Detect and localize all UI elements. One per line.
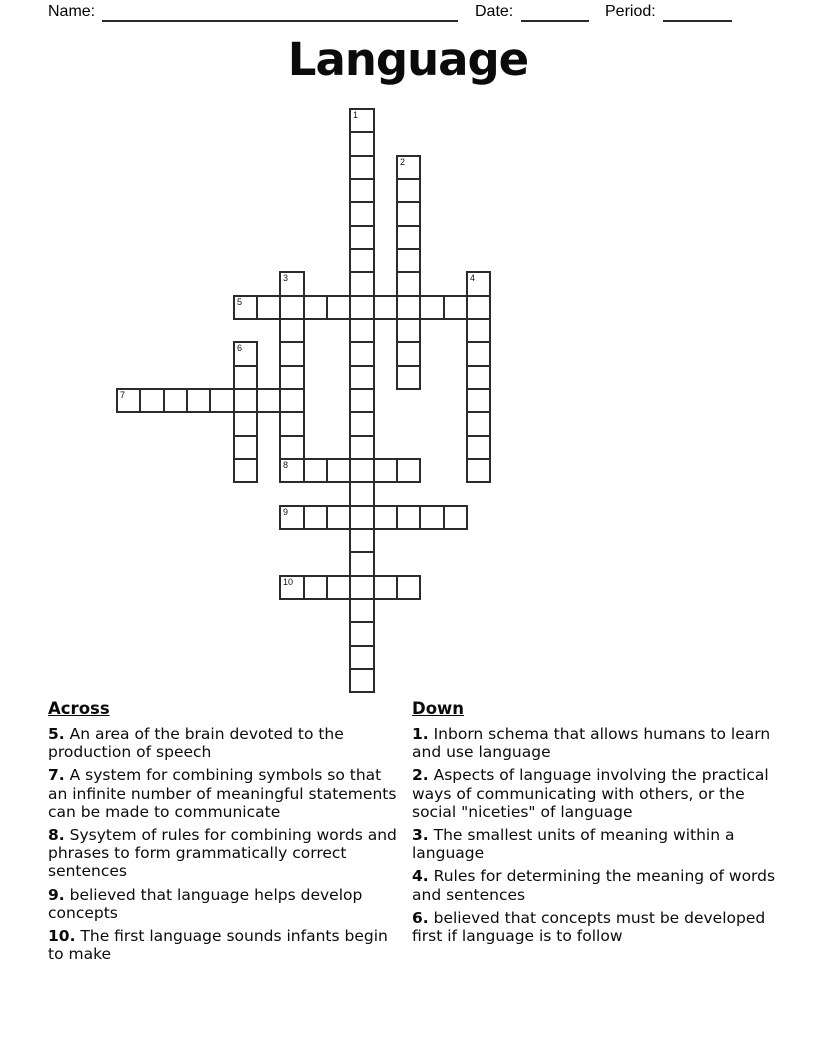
cell-number: 3 <box>283 273 289 283</box>
grid-cell[interactable] <box>233 365 258 390</box>
clue-down-1: 1. Inborn schema that allows humans to learn and use language <box>412 725 771 762</box>
grid-cell[interactable] <box>349 201 375 227</box>
grid-cell[interactable] <box>396 295 421 320</box>
clue-down-3: 3. The smallest units of meaning within a language <box>412 826 735 863</box>
date-label: Date: <box>475 3 514 20</box>
down-heading: Down <box>412 699 465 718</box>
grid-cell[interactable] <box>349 435 375 460</box>
grid-cell[interactable] <box>349 505 375 530</box>
grid-cell[interactable] <box>373 295 398 320</box>
clue-number: 7. <box>48 766 65 785</box>
grid-cell[interactable] <box>419 505 445 530</box>
grid-cell[interactable] <box>279 271 305 297</box>
grid-cell[interactable] <box>256 295 281 320</box>
grid-cell[interactable] <box>466 295 491 320</box>
cell-number: 9 <box>283 507 289 517</box>
grid-cell[interactable] <box>233 435 258 460</box>
grid-cell[interactable] <box>279 411 305 437</box>
grid-cell[interactable] <box>349 621 375 647</box>
grid-cell[interactable] <box>349 388 375 413</box>
grid-cell[interactable] <box>279 341 305 367</box>
grid-cell[interactable] <box>326 295 351 320</box>
grid-cell[interactable] <box>396 458 421 483</box>
clue-number: 6. <box>412 908 429 927</box>
clue-number: 10. <box>48 927 76 946</box>
grid-cell[interactable] <box>396 178 421 203</box>
grid-cell[interactable] <box>466 271 491 297</box>
grid-cell[interactable] <box>396 155 421 180</box>
clue-number: 2. <box>412 766 429 785</box>
grid-cell[interactable] <box>466 411 491 437</box>
grid-cell[interactable] <box>349 225 375 250</box>
clue-across-10: 10. The first language sounds infants begin to make <box>48 927 388 964</box>
grid-cell[interactable] <box>396 271 421 297</box>
grid-cell[interactable] <box>396 365 421 390</box>
grid-cell[interactable] <box>279 575 305 600</box>
grid-cell[interactable] <box>419 295 445 320</box>
grid-cell[interactable] <box>303 295 328 320</box>
grid-cell[interactable] <box>279 388 305 413</box>
grid-cell[interactable] <box>233 458 258 483</box>
name-label: Name: <box>48 3 96 20</box>
clue-number: 1. <box>412 725 429 743</box>
grid-cell[interactable] <box>326 575 351 600</box>
grid-cell[interactable] <box>303 458 328 483</box>
grid-cell[interactable] <box>233 295 258 320</box>
grid-cell[interactable] <box>233 388 258 413</box>
clue-across-9: 9. believed that language helps develop concepts <box>48 885 363 922</box>
grid-cell[interactable] <box>349 341 375 367</box>
grid-cell[interactable] <box>349 551 375 577</box>
grid-cell[interactable] <box>279 318 305 343</box>
across-clue-list <box>48 725 402 963</box>
clue-number: 3. <box>412 826 429 845</box>
grid-cell[interactable] <box>396 505 421 530</box>
cell-number: 7 <box>120 390 126 400</box>
cell-number: 5 <box>237 297 243 307</box>
clue-number: 9. <box>48 885 65 904</box>
grid-cell[interactable] <box>349 458 375 483</box>
grid-cell[interactable] <box>326 458 351 483</box>
grid-cell[interactable] <box>349 271 375 297</box>
cell-number: 2 <box>400 157 406 167</box>
grid-cell[interactable] <box>466 388 491 413</box>
clue-across-7: 7. A system for combining symbols so that an infinite number of meaningful statements can be made to communicate <box>48 766 397 821</box>
grid-cell[interactable] <box>349 365 375 390</box>
down-clue-list <box>412 725 784 945</box>
grid-cell[interactable] <box>279 295 305 320</box>
grid-cell[interactable] <box>233 411 258 437</box>
grid-cell[interactable] <box>373 458 398 483</box>
grid-cell[interactable] <box>303 575 328 600</box>
clue-down-6: 6. believed that concepts must be developed first if language is to follow <box>412 908 766 946</box>
grid-cell[interactable] <box>443 295 468 320</box>
grid-cell[interactable] <box>233 341 258 367</box>
clues-across-section <box>48 699 402 968</box>
grid-cell[interactable] <box>209 388 235 413</box>
clue-down-2: 2. Aspects of language involving the practical ways of communicating with others, or the social "niceties" of language <box>412 766 769 821</box>
grid-cell[interactable] <box>349 411 375 437</box>
grid-cell[interactable] <box>186 388 211 413</box>
grid-cell[interactable] <box>279 365 305 390</box>
grid-cell[interactable] <box>396 318 421 343</box>
grid-cell[interactable] <box>396 248 421 273</box>
cell-number: 10 <box>283 577 294 587</box>
clue-number: 4. <box>412 867 429 886</box>
grid-cell[interactable] <box>466 435 491 460</box>
grid-cell[interactable] <box>279 505 305 530</box>
grid-cell[interactable] <box>349 528 375 553</box>
grid-cell[interactable] <box>396 225 421 250</box>
cell-number: 6 <box>237 343 243 353</box>
grid-cell[interactable] <box>466 365 491 390</box>
grid-cell[interactable] <box>279 458 305 483</box>
grid-cell[interactable] <box>349 131 375 157</box>
grid-cell[interactable] <box>349 295 375 320</box>
grid-cell[interactable] <box>349 645 375 670</box>
clue-down-4: 4. Rules for determining the meaning of words and sentences <box>412 867 776 904</box>
grid-cell[interactable] <box>466 458 491 483</box>
grid-cell[interactable] <box>279 435 305 460</box>
grid-cell[interactable] <box>326 505 351 530</box>
grid-cell[interactable] <box>396 201 421 227</box>
clue-across-8: 8. Sysytem of rules for combining words and phrases to form grammatically correct sentences <box>48 826 397 881</box>
clues-down-section <box>412 699 784 950</box>
grid-cell[interactable] <box>466 318 491 343</box>
clue-number: 8. <box>48 826 65 845</box>
grid-cell[interactable] <box>349 668 375 693</box>
grid-cell[interactable] <box>163 388 188 413</box>
grid-cell[interactable] <box>349 155 375 180</box>
grid-cell[interactable] <box>139 388 165 413</box>
cell-number: 8 <box>283 460 289 470</box>
grid-cell[interactable] <box>349 318 375 343</box>
grid-cell[interactable] <box>349 575 375 600</box>
grid-cell[interactable] <box>303 505 328 530</box>
grid-cell[interactable] <box>349 598 375 623</box>
cell-number: 4 <box>470 273 476 283</box>
grid-cell[interactable] <box>349 178 375 203</box>
grid-cell[interactable] <box>116 388 141 413</box>
grid-cell[interactable] <box>349 481 375 507</box>
clue-number: 5. <box>48 725 65 743</box>
page-title: Language <box>287 33 529 86</box>
grid-cell[interactable] <box>349 248 375 273</box>
period-label: Period: <box>605 3 656 20</box>
grid-cell[interactable] <box>396 341 421 367</box>
grid-cell[interactable] <box>443 505 468 530</box>
grid-cell[interactable] <box>256 388 281 413</box>
grid-cell[interactable] <box>396 575 421 600</box>
grid-cell[interactable] <box>373 575 398 600</box>
grid-cell[interactable] <box>349 108 375 133</box>
grid-cell[interactable] <box>466 341 491 367</box>
cell-number: 1 <box>353 110 359 120</box>
across-heading: Across <box>48 699 110 718</box>
clue-across-5: 5. An area of the brain devoted to the production of speech <box>48 725 344 762</box>
grid-cell[interactable] <box>373 505 398 530</box>
